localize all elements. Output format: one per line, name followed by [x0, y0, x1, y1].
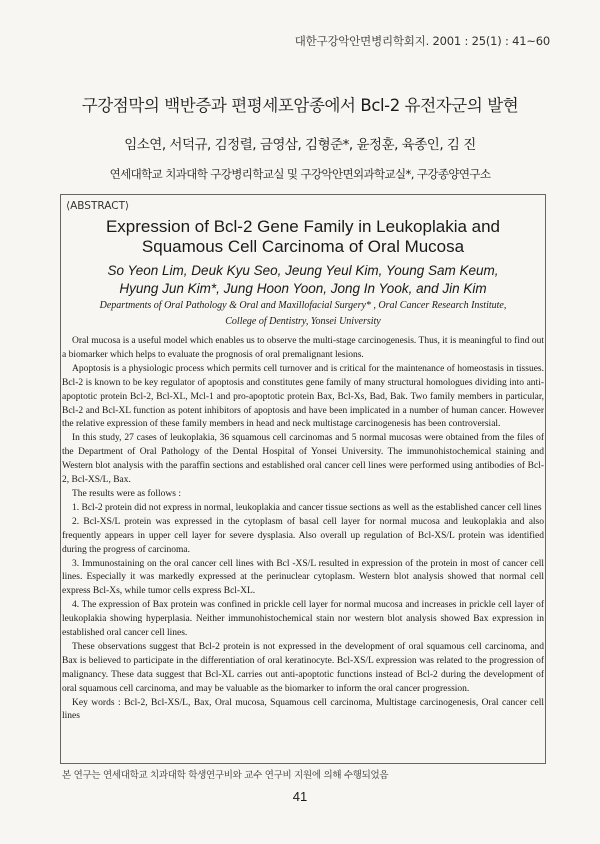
- english-affiliation: [60, 298, 546, 330]
- page-number: 41: [292, 789, 308, 804]
- result-item: 2. Bcl-XS/L protein was expressed in the cytoplasm of basal cell layer for normal mucosa and leukoplakia and also frequently appears in upper cell layer for severe dysplasia. Also overall up regulation of Bcl-XS/L protein was identified during the progress of carcinoma.: [62, 516, 544, 555]
- english-affiliation-line: Departments of Oral Pathology & Oral and Maxillofacial Surgery* , Oral Cancer Research Institute,: [99, 300, 507, 311]
- result-item: 4. The expression of Bax protein was confined in prickle cell layer for normal mucosa and increases in prickle cell layer of leukoplakia showing hyperplasia. Neither immunohistochemical stain nor western blot analysis showed Bax expression in established oral cancer cell lines.: [62, 600, 544, 639]
- abstract-paragraph: These observations suggest that Bcl-2 protein is not expressed in the development of oral squamous cell carcinoma, and Bax is believed to participate in the differentiation of oral keratinocyte. Bcl-XS/L expression was related to the progression of malignancy. These data suggest that Bcl-XL carries out anti-apoptotic functions instead of Bcl-2 during the development of oral squamous cell carcinoma, and may be valuable as the biomarker to inform the oral cancer progression.: [62, 641, 544, 694]
- funding-footnote: 본 연구는 연세대학교 치과대학 학생연구비와 교수 연구비 지원에 의해 수행되었음: [62, 770, 389, 781]
- abstract-paragraph: Apoptosis is a physiologic process which permits cell turnover and is critical for the maintenance of homeostasis in tissues. Bcl-2 is known to be key regulator of apoptosis and constitutes gene family of many structural homologues dividing into anti-apoptotic protein Bcl-2, Bcl-XL, Mcl-1 and pro-apoptotic protein Bax, Bcl-Xs, Bad, Bak. Two family members in particular, Bcl-2 and Bcl-XL function as potent inhibitors of apoptosis and have been implicated in a number of human cancer. However the relative expression of these family members in head and neck multistage carcinogenesis has been controversial.: [62, 363, 544, 430]
- abstract-body: [62, 335, 544, 724]
- english-authors: [60, 262, 546, 298]
- english-title-line: Expression of Bcl-2 Gene Family in Leukoplakia and: [105, 217, 501, 236]
- journal-citation: 대한구강악안면병리학회지. 2001 : 25(1) : 41~60: [294, 34, 550, 48]
- english-affiliation-line: College of Dentistry, Yonsei University: [225, 316, 381, 327]
- abstract-paragraph: In this study, 27 cases of leukoplakia, 36 squamous cell carcinomas and 5 normal mucosas were obtained from the files of the Department of Oral Pathology of the Dental Hospital of Yonsei University. The immunohistochemical staining and Western blot analysis with the paraffin sections and established oral cancer cell lines were performed using antibodies of Bcl-2, Bcl-XS/L, Bax.: [62, 433, 544, 486]
- keywords: Key words : Bcl-2, Bcl-XS/L, Bax, Oral mucosa, Squamous cell carcinoma, Multistage carcinogenesis, Oral cancer cell lines: [62, 697, 544, 722]
- english-title-line: Squamous Cell Carcinoma of Oral Mucosa: [141, 237, 465, 256]
- abstract-paragraph: The results were as follows :: [72, 488, 181, 499]
- english-authors-line: So Yeon Lim, Deuk Kyu Seo, Jeung Yeul Kim, Young Sam Keum,: [107, 263, 499, 278]
- korean-title: 구강점막의 백반증과 편평세포암종에서 Bcl-2 유전자군의 발현: [81, 96, 519, 115]
- result-item: 1. Bcl-2 protein did not express in normal, leukoplakia and cancer tissue sections as well as the established cancer cell lines: [72, 502, 542, 513]
- english-authors-line: Hyung Jun Kim*, Jung Hoon Yoon, Jong In Yook, and Jin Kim: [119, 281, 487, 296]
- korean-affiliation: 연세대학교 치과대학 구강병리학교실 및 구강악안면외과학교실*, 구강종양연구소: [109, 167, 491, 181]
- abstract-label: ⟨ABSTRACT⟩: [66, 200, 130, 212]
- abstract-paragraph: Oral mucosa is a useful model which enables us to observe the multi-stage carcinogenesis. Thus, it is meaningful to find out a biomarker which helps to evaluate the prognosis of oral premalignant lesions.: [62, 336, 544, 360]
- korean-authors: 임소연, 서덕규, 김정렬, 금영삼, 김형준*, 윤정훈, 육종인, 김 진: [124, 137, 476, 153]
- english-title: [60, 217, 546, 257]
- result-item: 3. Immunostaining on the oral cancer cell lines with Bcl -XS/L resulted in expression of the protein in most of cancer cell lines. Especially it was markedly expressed at the perinuclear cytoplasm. Western blot analysis showed that normal cell express Bcl-Xs, while tumor cells express Bcl-XL.: [62, 558, 544, 597]
